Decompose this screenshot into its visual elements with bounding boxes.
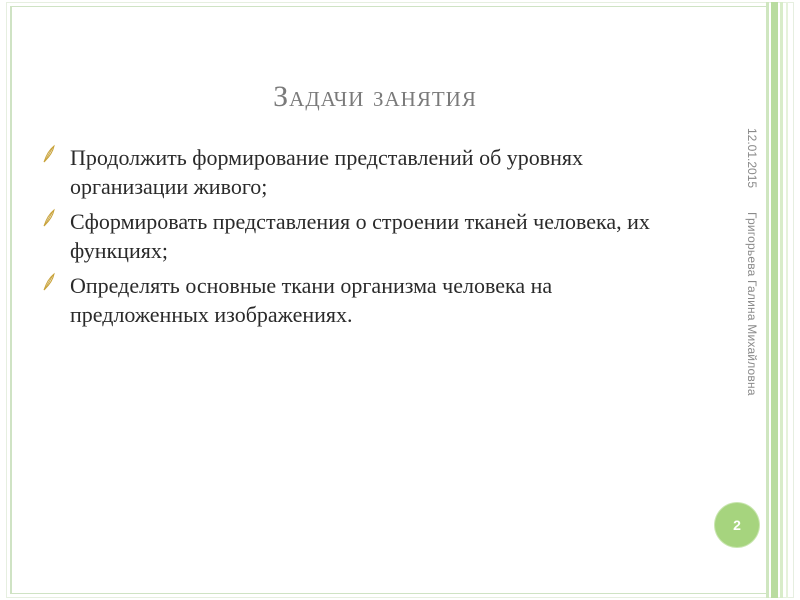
feather-bullet-icon	[42, 272, 56, 292]
frame-left-line	[10, 6, 12, 594]
bullet-item	[40, 207, 680, 265]
page-number-badge	[715, 503, 759, 547]
page-number: 2	[733, 517, 741, 533]
decorative-stripe	[786, 2, 788, 598]
decorative-stripe	[766, 2, 769, 598]
slide-author: Григорьева Галина Михайловна	[745, 212, 759, 396]
bullet-text: Определять основные ткани организма человека на предложенных изображениях.	[70, 273, 553, 327]
bullet-item	[40, 271, 680, 329]
slide-date: 12.01.2015	[745, 128, 759, 189]
bullet-item	[40, 143, 680, 201]
frame-bottom-line	[10, 593, 768, 594]
slide-title: Задачи занятия	[273, 80, 477, 113]
frame-top-line	[10, 6, 768, 7]
bullet-list	[40, 143, 680, 335]
feather-bullet-icon	[42, 144, 56, 164]
bullet-text: Сформировать представления о строении тканей человека, их функциях;	[70, 209, 650, 263]
bullet-text: Продолжить формирование представлений об уровнях организации живого;	[70, 145, 584, 199]
decorative-stripe	[780, 2, 783, 598]
decorative-stripe	[771, 2, 778, 598]
feather-bullet-icon	[42, 208, 56, 228]
